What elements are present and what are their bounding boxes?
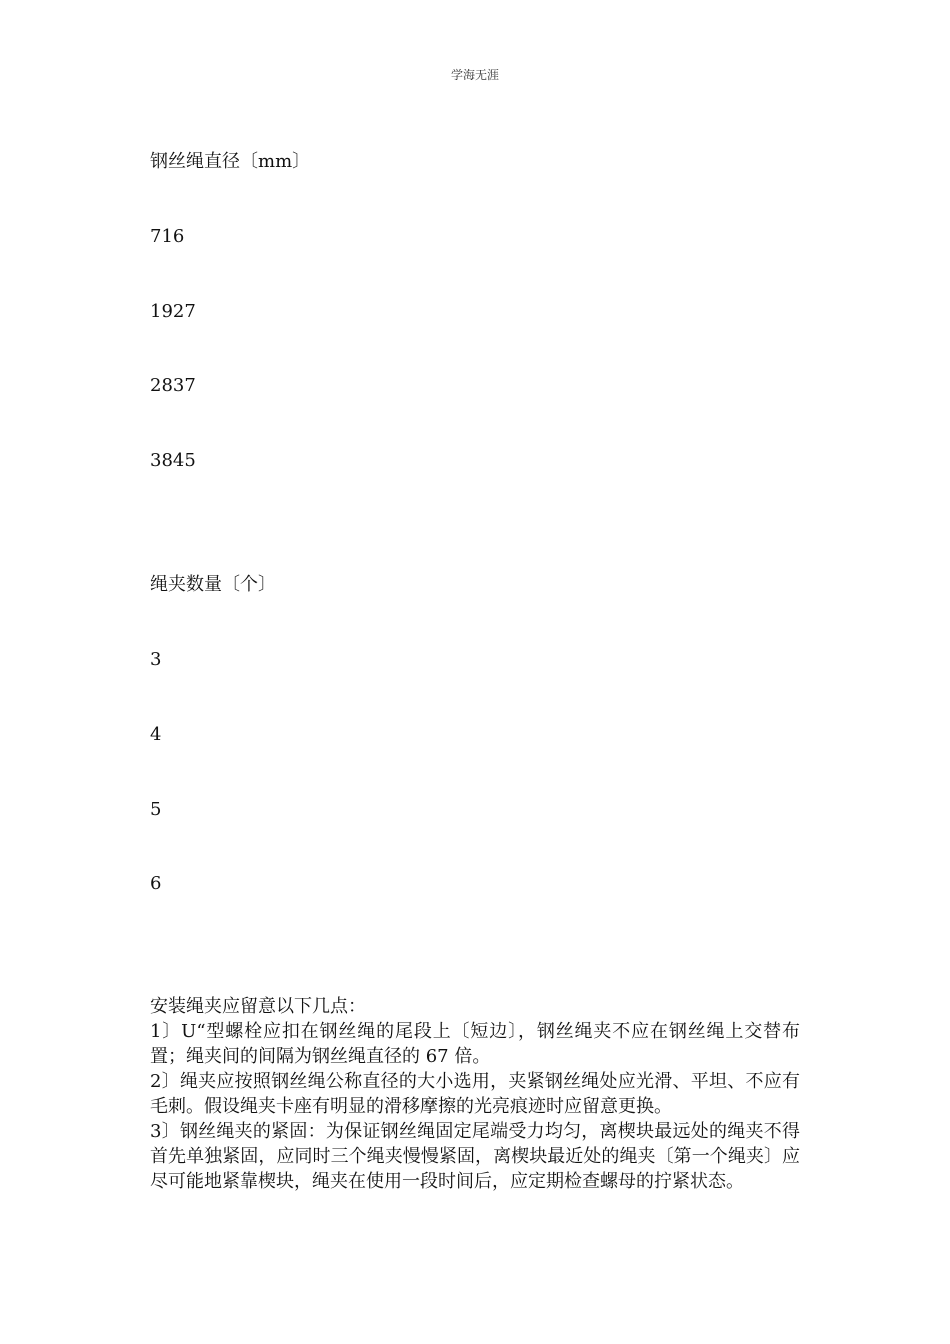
diameter-value: 1927	[150, 301, 196, 322]
note-item: 3〕钢丝绳夹的紧固：为保证钢丝绳固定尾端受力均匀，离楔块最远处的绳夹不得首先单独紧固，应同时三个绳夹慢慢紧固，离楔块最近处的绳夹〔第一个绳夹〕应尽可能地紧靠楔块，绳夹在使用一段时间后，应定期检查螺母的拧紧状态。	[150, 1121, 800, 1192]
diameter-value: 2837	[150, 375, 196, 396]
clamp-count-value: 6	[150, 873, 162, 894]
clamp-count-heading: 绳夹数量〔个〕	[150, 574, 276, 595]
installation-notes	[150, 994, 800, 1194]
page-header: 学海无涯	[450, 68, 499, 82]
diameter-value: 3845	[150, 450, 196, 471]
notes-intro: 安装绳夹应留意以下几点：	[150, 996, 366, 1017]
note-item: 2〕绳夹应按照钢丝绳公称直径的大小选用，夹紧钢丝绳处应光滑、平坦、不应有毛刺。假设绳夹卡座有明显的滑移摩擦的光亮痕迹时应留意更换。	[150, 1071, 800, 1117]
clamp-count-value: 3	[150, 649, 162, 670]
note-item: 1〕U“型螺栓应扣在钢丝绳的尾段上〔短边〕，钢丝绳夹不应在钢丝绳上交替布置；绳夹间的间隔为钢丝绳直径的 67 倍。	[150, 1021, 800, 1067]
clamp-count-value: 5	[150, 799, 162, 820]
diameter-heading: 钢丝绳直径〔mm〕	[150, 151, 311, 172]
diameter-value: 716	[150, 226, 185, 247]
clamp-count-value: 4	[150, 724, 162, 745]
